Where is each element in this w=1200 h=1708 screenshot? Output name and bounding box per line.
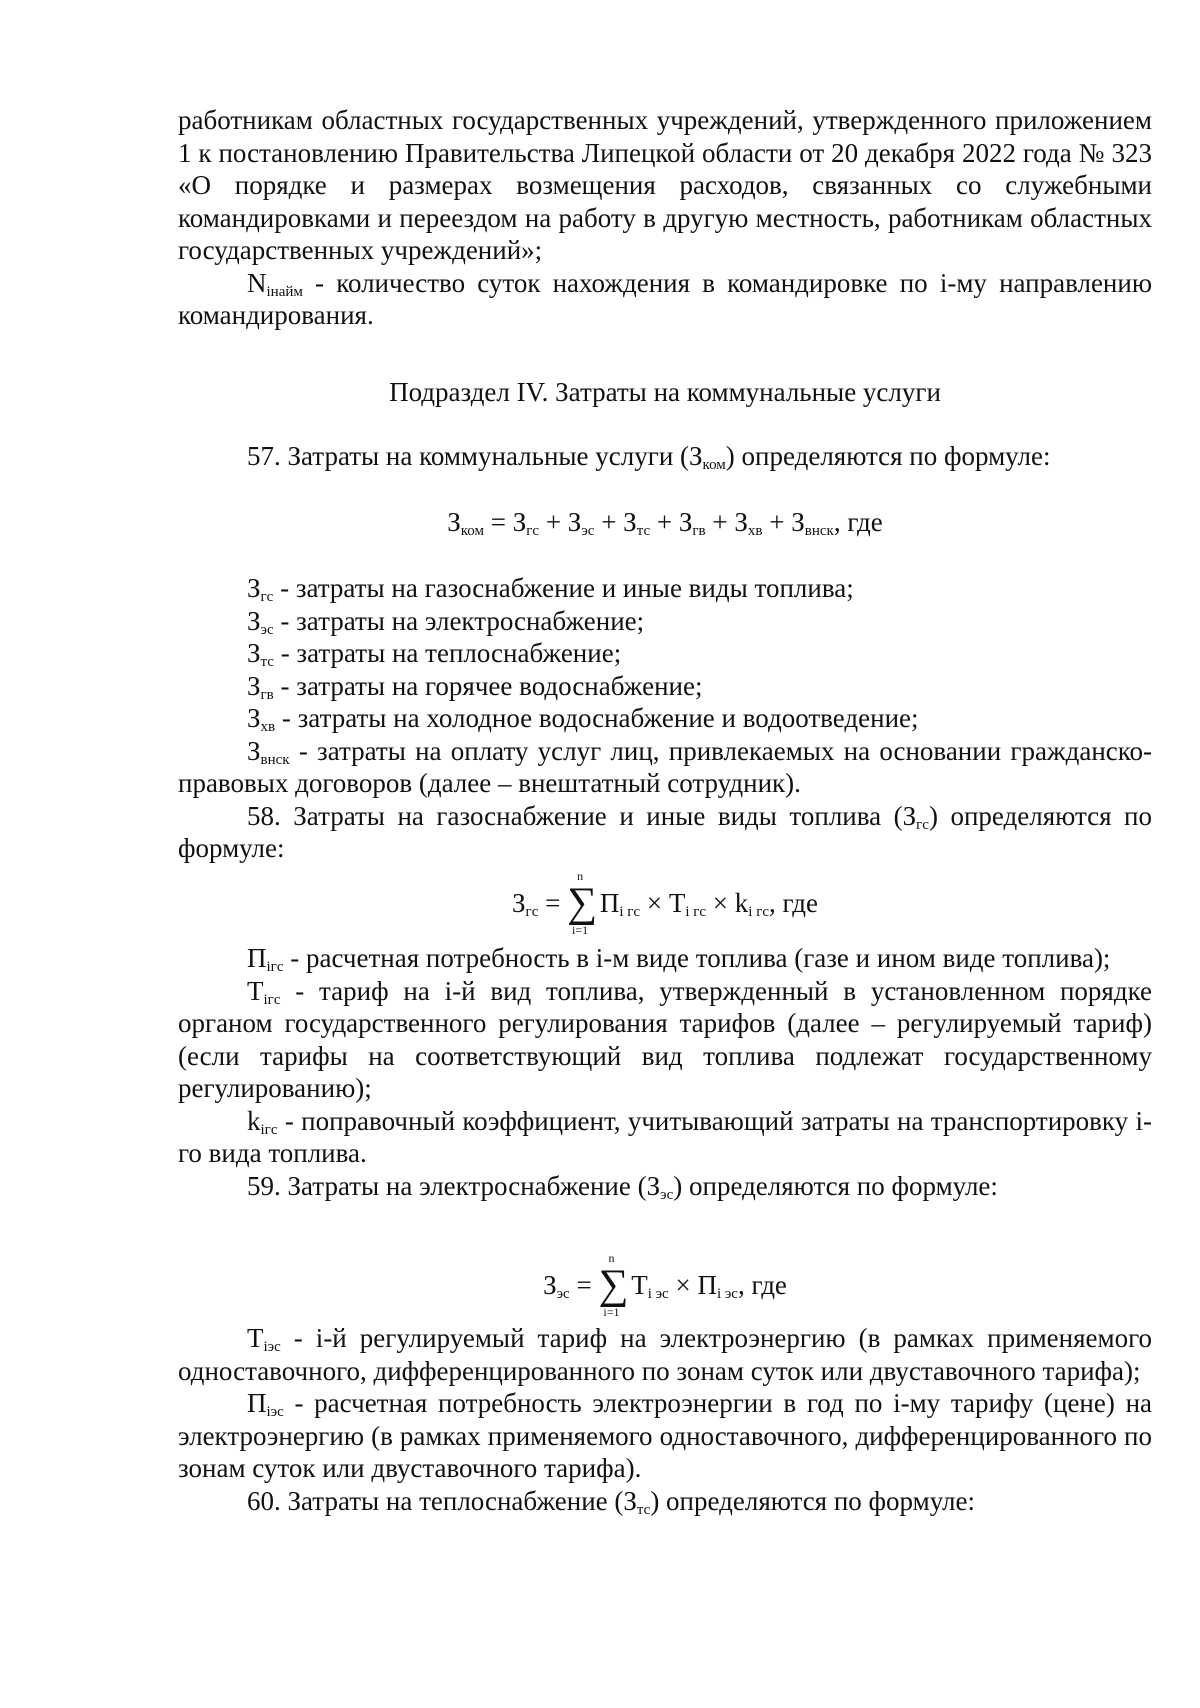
def-vnsk: $З_{внск}$ - затраты на оплату услуг лиц, привлекаемых на основании гражданско-правовых договоров (далее – внештатный сотрудник). — [178, 735, 1152, 798]
sum-symbol: n ∑ i=1 — [598, 1251, 629, 1319]
def-gv: $З_{гв}$ - затраты на горячее водоснабжение; — [247, 670, 703, 703]
p57-definitions — [178, 572, 1152, 865]
formula-kom: $З_{ком} = З_{гс} + З_{эс} + З_{тс} + З_{гв} + З_{хв} + З_{внск}$, где — [447, 507, 883, 539]
intro-paragraph: работникам областных государственных учреждений, утвержденного приложением 1 к постановлению Правительства Липецкой области от 20 декабря 2022 года № 323 «О порядке и размерах возмещения расходов, связанных со служебными командировками и переездом на работу в другую местность, работникам областных государственных учреждений»; — [178, 105, 1152, 265]
sum-symbol: n ∑ i=1 — [567, 869, 598, 937]
p59-intro: 59. Затраты на электроснабжение $(З_{эс})$ определяются по формуле: — [247, 1170, 998, 1203]
p57-block — [178, 440, 1152, 473]
n-definition: $N_{iнайм}$ - количество суток нахождения в командировке по i-му направлению командирования. — [178, 267, 1152, 330]
def-es: $З_{эс}$ - затраты на электроснабжение; — [247, 605, 645, 638]
p58-definitions — [178, 942, 1152, 1202]
intro-block — [178, 104, 1152, 332]
def-pigs: $П_{iгс}$ - расчетная потребность в i-м виде топлива (газе и ином виде топлива); — [247, 943, 1111, 975]
def-gs: $З_{гс}$ - затраты на газоснабжение и иные виды топлива; — [247, 573, 854, 605]
p60-intro: 60. Затраты на теплоснабжение $(З_{тс})$ определяются по формуле: — [247, 1485, 975, 1518]
def-kigs: $k_{iгс}$ - поправочный коэффициент, учитывающий затраты на транспортировку i-го вида топлива. — [178, 1105, 1152, 1168]
def-ts: $З_{тс}$ - затраты на теплоснабжение; — [247, 638, 622, 670]
formula-gs: $З_{гс}$ = n ∑ i=1 $П_{i гс} \times Т_{i гс} \times k_{i гс}$, где — [512, 869, 818, 937]
p59-definitions — [178, 1322, 1152, 1517]
section-heading: Подраздел IV. Затраты на коммунальные услуги — [389, 377, 941, 407]
p58-intro: 58. Затраты на газоснабжение и иные виды топлива $(З_{гс})$ определяются по формуле: — [178, 800, 1152, 863]
def-hv: $З_{хв}$ - затраты на холодное водоснабжение и водоотведение; — [247, 703, 919, 735]
def-pies: $П_{iэс}$ - расчетная потребность электроэнергии в год по i-му тарифу (цене) на электроэнергию (в рамках применяемого одноставочного, дифференцированного по зонам суток или двуставочного тарифа). — [178, 1388, 1152, 1483]
formula-es: $З_{эс}$ = n ∑ i=1 $Т_{i эс} \times П_{i эс}$, где — [543, 1251, 787, 1319]
def-tigs: $Т_{iгс}$ - тариф на i-й вид топлива, утвержденный в установленном порядке органом государственного регулирования тарифов (далее – регулируемый тариф) (если тарифы на соответствующий вид топлива подлежат государственному регулированию); — [178, 975, 1152, 1103]
p57-intro: 57. Затраты на коммунальные услуги $(З_{ком})$ определяются по формуле: — [247, 441, 1051, 473]
def-ties: $Т_{iэс} - i-й$ регулируемый тариф на электроэнергию (в рамках применяемого одноставочного, дифференцированного по зонам суток или двуставочного тарифа); — [178, 1323, 1152, 1386]
